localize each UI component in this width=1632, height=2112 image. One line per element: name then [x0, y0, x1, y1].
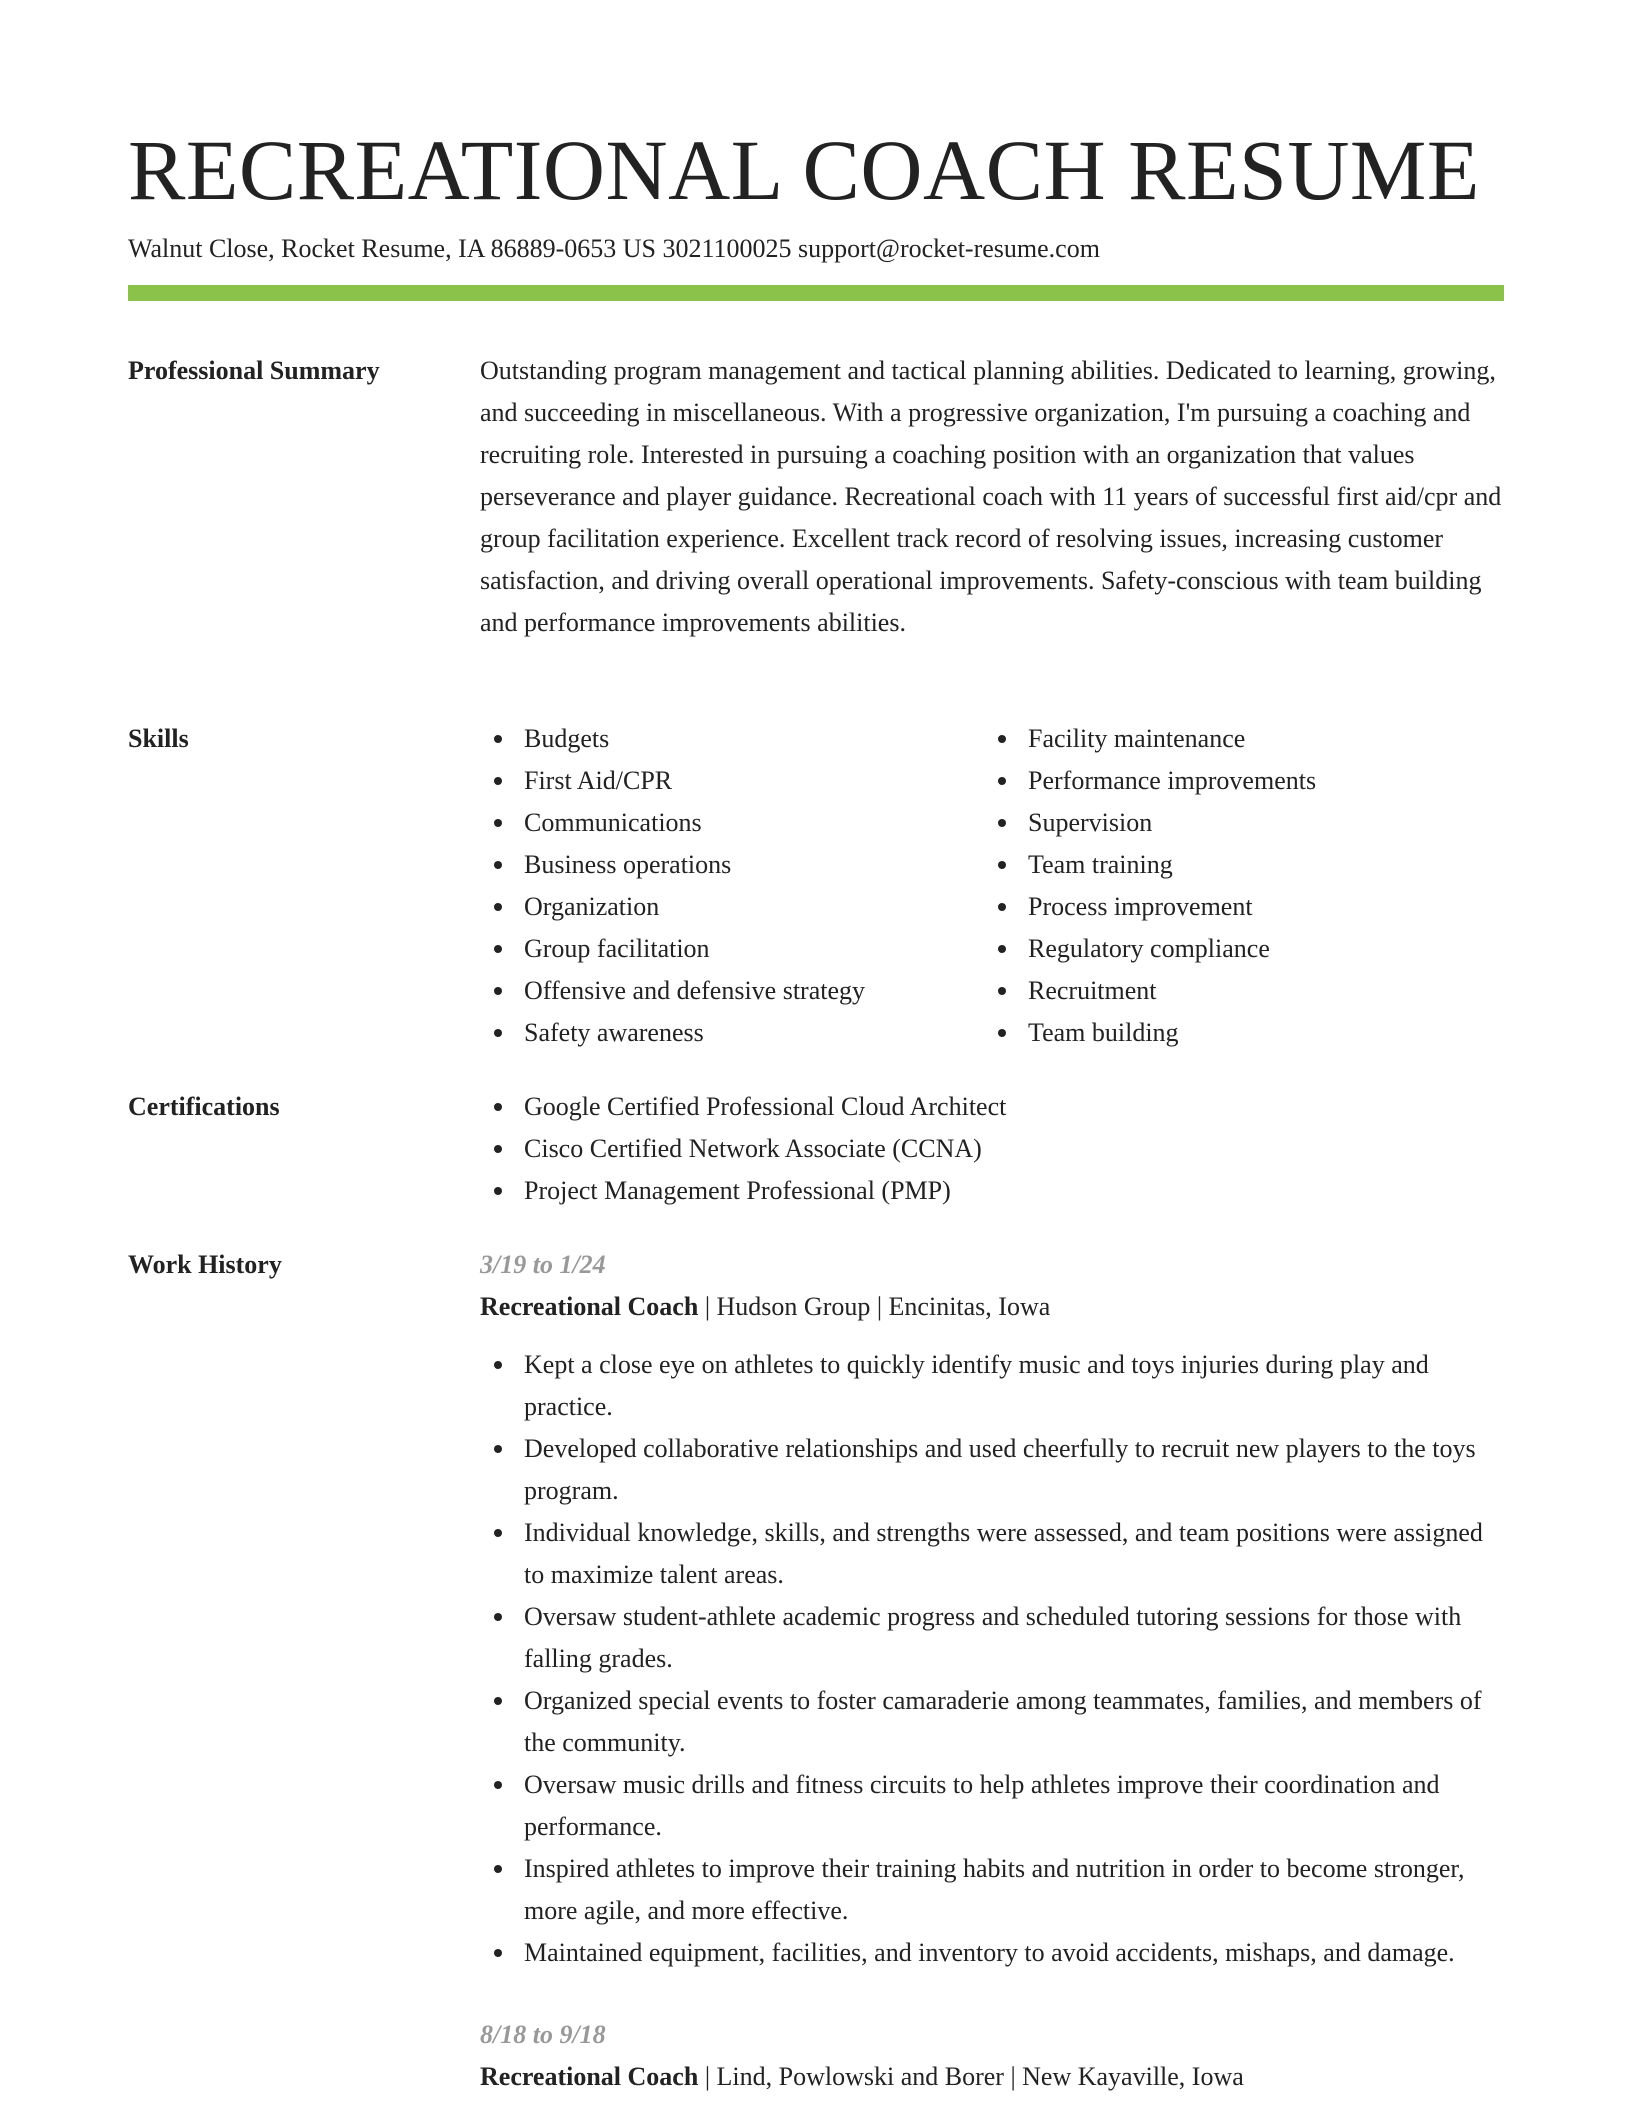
skill-item: Budgets: [480, 718, 984, 760]
certification-item: Project Management Professional (PMP): [480, 1170, 1504, 1212]
skills-list-right: [984, 718, 1488, 1054]
skill-item: Regulatory compliance: [984, 928, 1488, 970]
skill-item: Offensive and defensive strategy: [480, 970, 984, 1012]
work-history-body: [480, 1244, 1504, 2098]
skills-list-left: [480, 718, 984, 1054]
certification-item: Google Certified Professional Cloud Architect: [480, 1086, 1504, 1128]
job-dates: 3/19 to 1/24: [480, 1250, 606, 1279]
skill-item: Performance improvements: [984, 760, 1488, 802]
job-title: Recreational Coach: [480, 1292, 699, 1321]
skill-item: First Aid/CPR: [480, 760, 984, 802]
summary-body: [480, 350, 1504, 644]
accent-divider: [128, 285, 1504, 301]
skill-item: Team building: [984, 1012, 1488, 1054]
resume-title: RECREATIONAL COACH RESUME: [128, 122, 1480, 218]
skill-item: Facility maintenance: [984, 718, 1488, 760]
job-bullet: Organized special events to foster camaraderie among teammates, families, and members of the community.: [480, 1680, 1504, 1764]
certifications-body: [480, 1086, 1504, 1212]
certification-item: Cisco Certified Network Associate (CCNA): [480, 1128, 1504, 1170]
job-details: | Lind, Powlowski and Borer | New Kayaville, Iowa: [698, 2062, 1244, 2091]
job-bullets: [480, 1344, 1504, 1974]
certifications-heading: Certifications: [128, 1092, 280, 1121]
job-title: Recreational Coach: [480, 2062, 699, 2091]
job-bullet: Individual knowledge, skills, and strengths were assessed, and team positions were assigned to maximize talent areas.: [480, 1512, 1504, 1596]
job-bullet: Oversaw student-athlete academic progress and scheduled tutoring sessions for those with falling grades.: [480, 1596, 1504, 1680]
job-dates: 8/18 to 9/18: [480, 2020, 606, 2049]
job-entry: [480, 2014, 1504, 2098]
skill-item: Recruitment: [984, 970, 1488, 1012]
skill-item: Team training: [984, 844, 1488, 886]
job-bullet: Inspired athletes to improve their training habits and nutrition in order to become stronger, more agile, and more effective.: [480, 1848, 1504, 1932]
certifications-list: [480, 1086, 1504, 1212]
skill-item: Organization: [480, 886, 984, 928]
job-details: | Hudson Group | Encinitas, Iowa: [698, 1292, 1051, 1321]
contact-line: Walnut Close, Rocket Resume, IA 86889-0653 US 3021100025 support@rocket-resume.com: [128, 234, 1100, 263]
summary-text: Outstanding program management and tactical planning abilities. Dedicated to learning, growing, and succeeding in miscellaneous. With a progressive organization, I'm pursuing a coaching and recruiting role. Interested in pursuing a coaching position with an organization that values perseverance and player guidance. Recreational coach with 11 years of successful first aid/cpr and group facilitation experience. Excellent track record of resolving issues, increasing customer satisfaction, and driving overall operational improvements. Safety-conscious with team building and performance improvements abilities.: [480, 356, 1502, 637]
job-heading: [480, 1286, 1504, 1328]
skills-heading: Skills: [128, 724, 189, 753]
job-bullet: Oversaw music drills and fitness circuits to help athletes improve their coordination and performance.: [480, 1764, 1504, 1848]
skill-item: Safety awareness: [480, 1012, 984, 1054]
job-bullet: Maintained equipment, facilities, and inventory to avoid accidents, mishaps, and damage.: [480, 1932, 1504, 1974]
skill-item: Group facilitation: [480, 928, 984, 970]
job-bullet: Kept a close eye on athletes to quickly identify music and toys injuries during play and practice.: [480, 1344, 1504, 1428]
job-heading: [480, 2056, 1504, 2098]
skill-item: Process improvement: [984, 886, 1488, 928]
skill-item: Communications: [480, 802, 984, 844]
skill-item: Supervision: [984, 802, 1488, 844]
summary-heading: Professional Summary: [128, 356, 380, 385]
job-bullet: Developed collaborative relationships and used cheerfully to recruit new players to the toys program.: [480, 1428, 1504, 1512]
skill-item: Business operations: [480, 844, 984, 886]
job-entry: [480, 1244, 1504, 1974]
work-history-heading: Work History: [128, 1250, 282, 1279]
